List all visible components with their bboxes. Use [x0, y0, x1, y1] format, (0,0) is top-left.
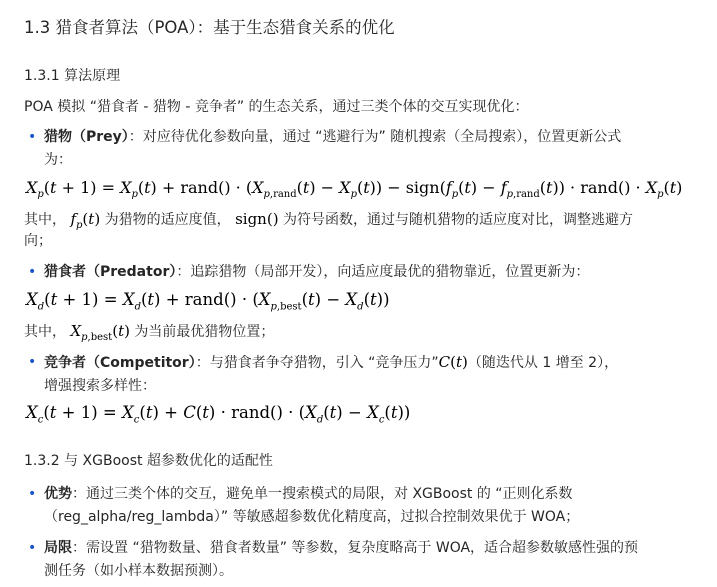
prey-term: 猎物（Prey） [44, 129, 129, 145]
list-item-limitation [24, 537, 694, 583]
prey-note-post: 为符号函数，通过与随机猎物的适应度对比，调整逃避方 [283, 212, 633, 228]
section-title: 1.3 猎食者算法（POA）：基于生态猎食关系的优化 [24, 18, 395, 37]
formula-prey-update: $X_p(t + 1) = X_p(t)$ + rand() · $(X_{p,rand}(t) - X_p(t))$ − $sign(f_p(t) - f_{p,rand}(t))$ · rand() · $X_p(t)$ [26, 178, 683, 201]
competitor-term: 竞争者（Competitor） [44, 355, 196, 371]
prey-desc-line2: 为： [44, 152, 72, 168]
bullet-icon: • [28, 486, 37, 502]
prey-note-math: $f_p(t)$ [70, 210, 101, 231]
prey-note-pre: 其中， [24, 212, 66, 228]
bullet-icon: • [28, 264, 37, 280]
advantage-term: 优势 [44, 486, 72, 502]
limitation-term: 局限 [44, 540, 72, 556]
predator-term: 猎食者（Predator） [44, 264, 177, 280]
intro-paragraph: POA 模拟 “猎食者 - 猎物 - 竞争者” 的生态关系，通过三类个体的交互实现优化： [24, 99, 529, 115]
advantage-line2: （reg_alpha/reg_lambda）” 等敏感超参数优化精度高，过拟合控制效果优于 WOA； [44, 509, 580, 525]
predator-desc: ：追踪猎物（局部开发），向适应度最优的猎物靠近，位置更新为： [176, 264, 590, 280]
subsection-title-principle: 1.3.1 算法原理 [24, 68, 121, 84]
prey-note-line2: 向； [24, 233, 52, 249]
limitation-line1: ：需设置 “猎物数量、猎食者数量” 等参数，复杂度略高于 WOA，适合超参数敏感性强的预 [72, 540, 639, 556]
formula-competitor-update: $X_c(t + 1) = X_c(t) + C(t)$ · rand() · $(X_d(t) - X_c(t))$ [26, 403, 411, 426]
subsection-title-adaptability: 1.3.2 与 XGBoost 超参数优化的适配性 [24, 453, 273, 469]
formula-predator-update: $X_d(t + 1) = X_d(t)$ + rand() · $(X_{p,best}(t) - X_d(t))$ [26, 290, 390, 313]
list-item-competitor [24, 351, 694, 398]
advantage-line1: ：通过三类个体的交互，避免单一搜索模式的局限，对 XGBoost 的 “正则化系数 [72, 486, 573, 502]
competitor-desc-post: （随迭代从 1 增至 2）， [467, 355, 619, 371]
predator-note-post: 为当前最优猎物位置； [134, 324, 275, 340]
prey-note [24, 208, 633, 237]
list-item-prey [24, 126, 694, 172]
list-item-predator [24, 261, 694, 284]
competitor-desc: ：与猎食者争夺猎物，引入 “竞争压力” [195, 355, 439, 371]
competitor-math: C(t) [438, 353, 468, 371]
bullet-icon: • [28, 129, 37, 145]
prey-note-mid: 为猎物的适应度值， [104, 212, 231, 228]
predator-note-math: $X_{p,best}(t)$ [70, 322, 130, 343]
competitor-desc-line2: 增强搜索多样性： [44, 378, 156, 394]
bullet-icon: • [28, 540, 37, 556]
predator-note-pre: 其中， [24, 324, 66, 340]
prey-desc: ：对应待优化参数向量，通过 “逃避行为” 随机搜索（全局搜索），位置更新公式 [128, 129, 622, 145]
predator-note [24, 320, 274, 349]
list-item-advantage [24, 483, 694, 529]
prey-note-sign: sign() [235, 210, 279, 228]
bullet-icon: • [28, 354, 37, 370]
limitation-line2: 测任务（如小样本数据预测）。 [44, 563, 233, 579]
